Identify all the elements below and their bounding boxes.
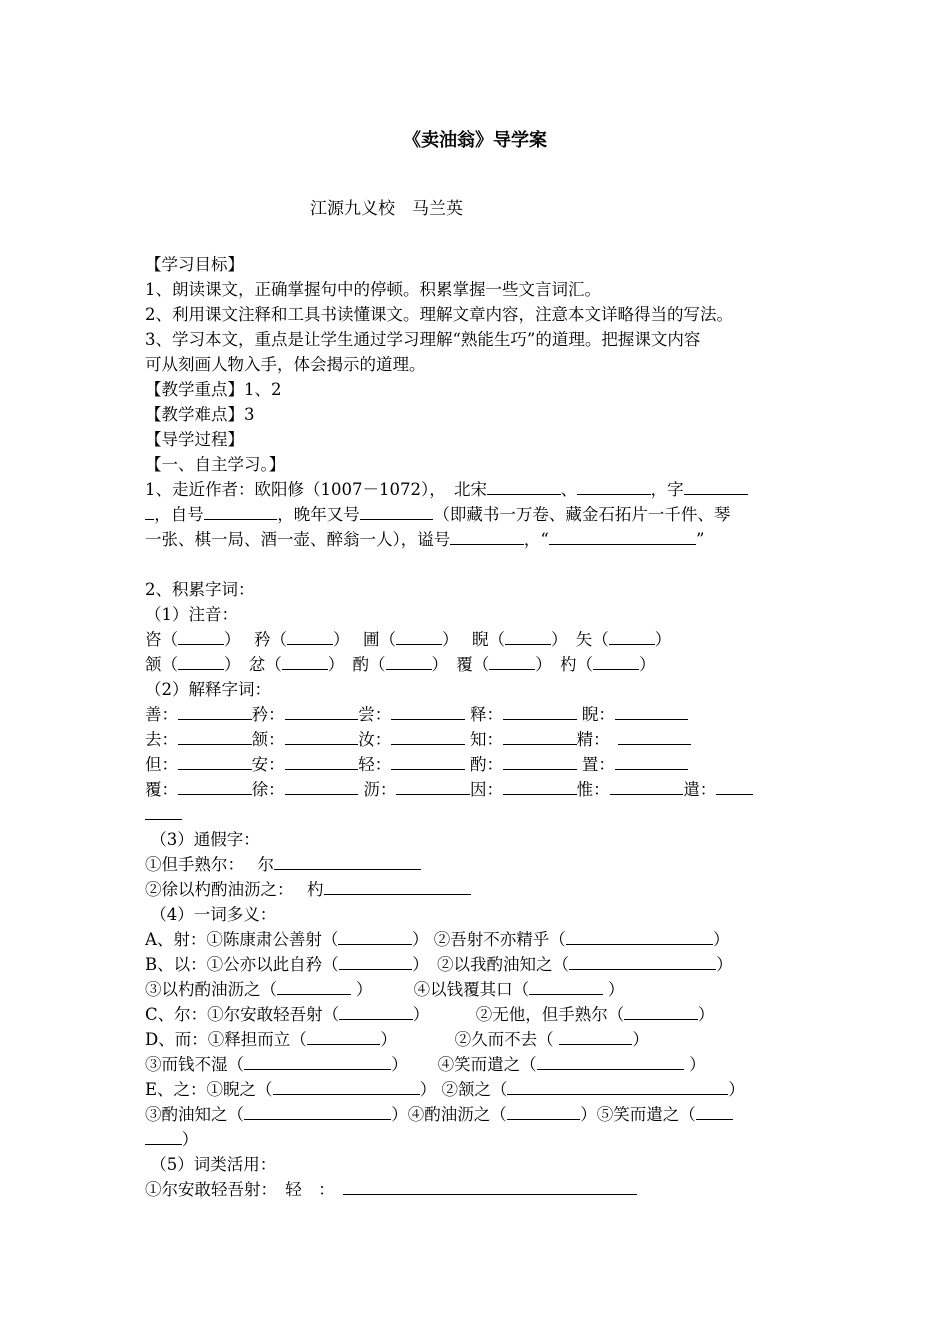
text-line: 1、走近作者：欧阳修（1007－1072）， 北宋 、 ，字 xyxy=(145,477,815,502)
text-line xyxy=(145,802,815,827)
answer-blank[interactable] xyxy=(503,702,577,720)
text-line: 【教学难点】3 xyxy=(145,405,255,424)
answer-blank[interactable] xyxy=(145,502,154,520)
text-line: 【一、自主学习。】 xyxy=(145,455,286,474)
answer-blank[interactable] xyxy=(178,627,224,645)
answer-blank[interactable] xyxy=(569,952,716,970)
text-line: B、以：①公亦以此自矜（ ） ②以我酌油知之（ ） xyxy=(145,952,815,977)
text-line: （1）注音： xyxy=(145,605,238,624)
answer-blank[interactable] xyxy=(324,877,471,895)
answer-blank[interactable] xyxy=(396,777,470,795)
answer-blank[interactable] xyxy=(339,952,413,970)
answer-blank[interactable] xyxy=(274,852,421,870)
text-line: 【教学重点】1、2 xyxy=(145,380,282,399)
answer-blank[interactable] xyxy=(593,652,639,670)
answer-blank[interactable] xyxy=(615,702,689,720)
answer-blank[interactable] xyxy=(615,752,689,770)
answer-blank[interactable] xyxy=(503,777,577,795)
text-line: ②徐以杓酌油沥之： 杓 xyxy=(145,877,815,902)
text-line: 可从刻画人物入手，体会揭示的道理。 xyxy=(145,355,426,374)
answer-blank[interactable] xyxy=(396,627,442,645)
text-line: 【导学过程】 xyxy=(145,430,244,449)
answer-blank[interactable] xyxy=(244,1052,391,1070)
answer-blank[interactable] xyxy=(450,527,524,545)
text-line: 2、积累字词： xyxy=(145,580,255,599)
answer-blank[interactable] xyxy=(178,727,252,745)
text-line: 去： 颔： 汝： 知： 精： xyxy=(145,727,815,752)
text-line: ③以杓酌油沥之（ ） ④以钱覆其口（ ） xyxy=(145,977,815,1002)
text-line: 3、学习本文，重点是让学生通过学习理解“熟能生巧”的道理。把握课文内容 xyxy=(145,330,701,349)
text-line: （2）解释字词： xyxy=(145,680,271,699)
answer-blank[interactable] xyxy=(503,752,577,770)
answer-blank[interactable] xyxy=(285,702,359,720)
answer-blank[interactable] xyxy=(624,1002,698,1020)
author-line: 江源九义校 马兰英 xyxy=(310,199,463,219)
answer-blank[interactable] xyxy=(507,1102,581,1120)
text-line: 1、朗读课文，正确掌握句中的停顿。积累掌握一些文言词汇。 xyxy=(145,280,601,299)
answer-blank[interactable] xyxy=(178,752,252,770)
answer-blank[interactable] xyxy=(273,1077,420,1095)
answer-blank[interactable] xyxy=(391,702,465,720)
text-line: 但： 安： 轻： 酌： 置： xyxy=(145,752,815,777)
text-line: （3）通假字： xyxy=(145,830,260,849)
answer-blank[interactable] xyxy=(609,627,655,645)
answer-blank[interactable] xyxy=(566,927,713,945)
answer-blank[interactable] xyxy=(618,727,692,745)
answer-blank[interactable] xyxy=(716,777,753,795)
answer-blank[interactable] xyxy=(178,702,252,720)
text-line: 颔（ ） 忿（ ） 酌（ ） 覆（ ） 杓（ ） xyxy=(145,652,815,677)
document-title: 《卖油翁》导学案 xyxy=(403,130,547,151)
answer-blank[interactable] xyxy=(391,752,465,770)
answer-blank[interactable] xyxy=(343,1177,637,1195)
text-line: （4）一词多义： xyxy=(145,905,277,924)
text-line: C、尔：①尔安敢轻吾射（ ） ②无他，但手熟尔（ ） xyxy=(145,1002,815,1027)
text-line: 咨（ ） 矜（ ） 圃（ ） 睨（ ） 矢（ ） xyxy=(145,627,815,652)
answer-blank[interactable] xyxy=(338,927,412,945)
answer-blank[interactable] xyxy=(339,1002,413,1020)
answer-blank[interactable] xyxy=(178,777,252,795)
answer-blank[interactable] xyxy=(145,1127,182,1145)
answer-blank[interactable] xyxy=(577,477,651,495)
text-line: ，自号 ，晚年又号 （即藏书一万卷、藏金石拓片一千件、琴 xyxy=(145,502,815,527)
text-line xyxy=(145,552,815,577)
text-line: ①尔安敢轻吾射： 轻 ： xyxy=(145,1177,815,1202)
answer-blank[interactable] xyxy=(503,727,577,745)
answer-blank[interactable] xyxy=(529,977,603,995)
answer-blank[interactable] xyxy=(684,477,748,495)
answer-blank[interactable] xyxy=(487,477,561,495)
text-line: D、而：①释担而立（ ） ②久而不去（ ） xyxy=(145,1027,815,1052)
answer-blank[interactable] xyxy=(285,727,359,745)
answer-blank[interactable] xyxy=(489,652,535,670)
answer-blank[interactable] xyxy=(610,777,684,795)
text-line: 【学习目标】 xyxy=(145,255,244,274)
document-body xyxy=(145,252,815,1202)
text-line: ①但手熟尔： 尔 xyxy=(145,852,815,877)
answer-blank[interactable] xyxy=(285,777,359,795)
answer-blank[interactable] xyxy=(505,627,551,645)
answer-blank[interactable] xyxy=(549,527,696,545)
answer-blank[interactable] xyxy=(277,977,351,995)
text-line: （5）词类活用： xyxy=(145,1155,277,1174)
answer-blank[interactable] xyxy=(360,502,434,520)
answer-blank[interactable] xyxy=(244,1102,391,1120)
answer-blank[interactable] xyxy=(507,1077,728,1095)
text-line: A、射：①陈康肃公善射（ ） ②吾射不亦精乎（ ） xyxy=(145,927,815,952)
answer-blank[interactable] xyxy=(285,752,359,770)
answer-blank[interactable] xyxy=(307,1027,381,1045)
text-line: ③酌油知之（ ）④酌油沥之（ ）⑤笑而遣之（ xyxy=(145,1102,815,1127)
text-line: E、之：①睨之（ ） ②颔之（ ） xyxy=(145,1077,815,1102)
answer-blank[interactable] xyxy=(204,502,278,520)
text-line: 一张、棋一局、酒一壶、醉翁一人），谥号 ，“ ” xyxy=(145,527,815,552)
text-line: 覆： 徐： 沥： 因： 惟： 遣： xyxy=(145,777,815,802)
answer-blank[interactable] xyxy=(386,652,432,670)
answer-blank[interactable] xyxy=(696,1102,733,1120)
answer-blank[interactable] xyxy=(287,627,333,645)
answer-blank[interactable] xyxy=(391,727,465,745)
text-line: ） xyxy=(145,1127,815,1152)
answer-blank[interactable] xyxy=(178,652,224,670)
text-line: 2、利用课文注释和工具书读懂课文。理解文章内容，注意本文详略得当的写法。 xyxy=(145,305,733,324)
answer-blank[interactable] xyxy=(145,802,182,820)
text-line: 善： 矜： 尝： 释： 睨： xyxy=(145,702,815,727)
answer-blank[interactable] xyxy=(537,1052,684,1070)
text-line: ③而钱不湿（ ） ④笑而遣之（ ） xyxy=(145,1052,815,1077)
answer-blank[interactable] xyxy=(282,652,328,670)
answer-blank[interactable] xyxy=(559,1027,633,1045)
